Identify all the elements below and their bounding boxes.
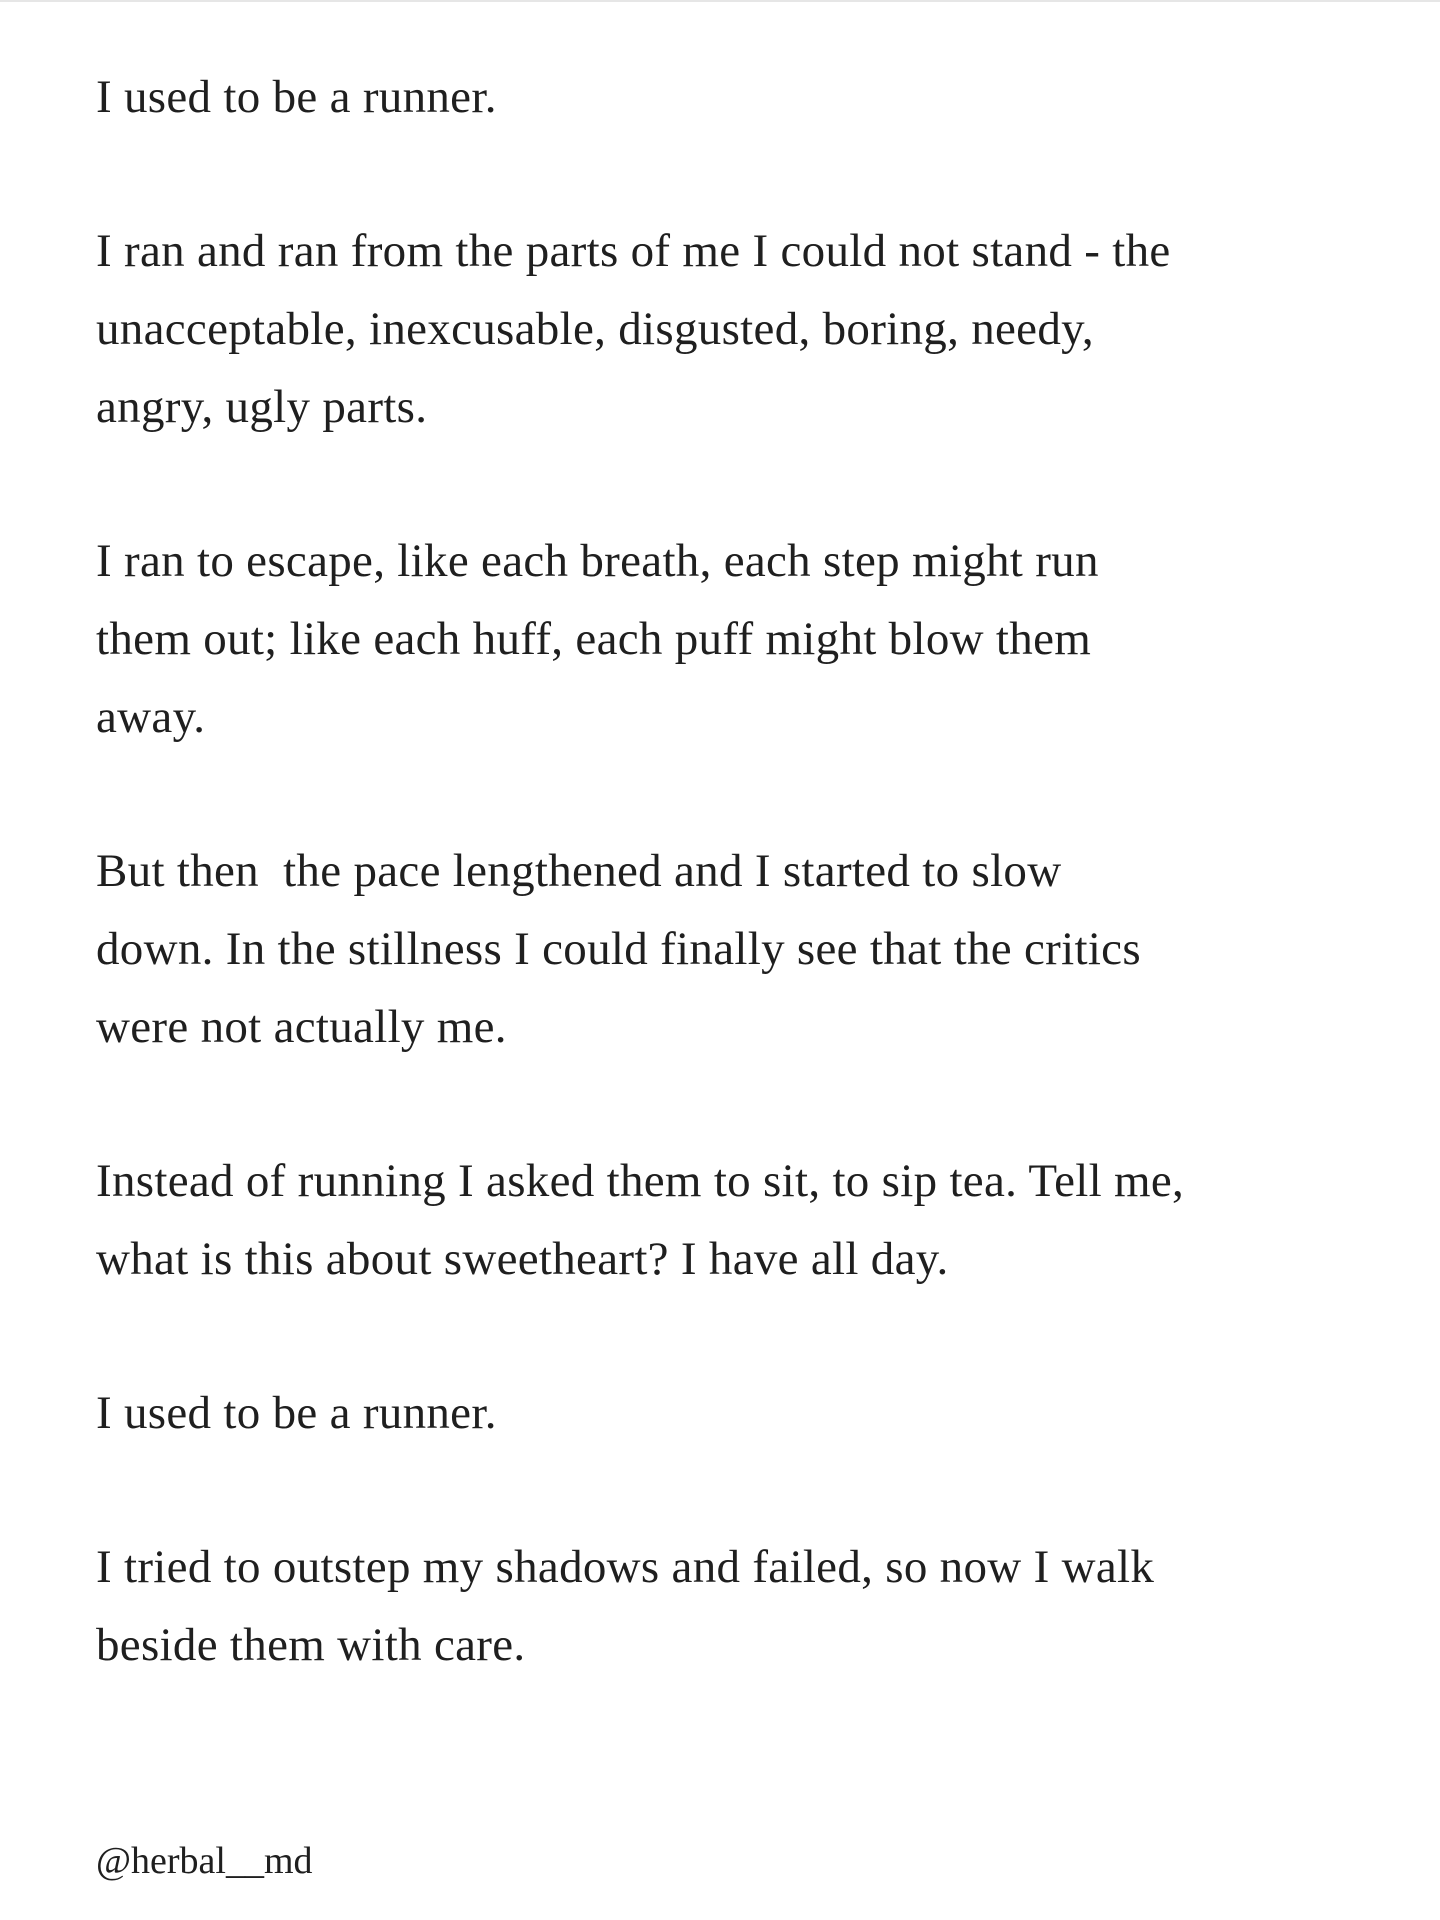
- stanza-line: I ran and ran from the parts of me I could not stand - the: [96, 225, 1171, 277]
- stanza-2: [96, 212, 1386, 446]
- stanza-6: [96, 1374, 1386, 1452]
- stanza-line: beside them with care.: [96, 1619, 526, 1671]
- stanza-line: But then the pace lengthened and I started to slow: [96, 845, 1062, 897]
- stanza-line: angry, ugly parts.: [96, 381, 428, 433]
- stanza-line: I tried to outstep my shadows and failed, so now I walk: [96, 1541, 1155, 1593]
- stanza-7: [96, 1528, 1386, 1684]
- stanza-5: [96, 1142, 1386, 1298]
- stanza-line: I ran to escape, like each breath, each step might run: [96, 535, 1099, 587]
- stanza-line: what is this about sweetheart? I have all day.: [96, 1233, 949, 1285]
- stanza-line: down. In the stillness I could finally see that the critics: [96, 923, 1141, 975]
- stanza-line: I used to be a runner.: [96, 71, 497, 123]
- stanza-line: away.: [96, 691, 206, 743]
- stanza-4: [96, 832, 1386, 1066]
- stanza-line: I used to be a runner.: [96, 1387, 497, 1439]
- top-divider: [0, 0, 1440, 2]
- stanza-line: Instead of running I asked them to sit, to sip tea. Tell me,: [96, 1155, 1185, 1207]
- stanza-1: [96, 58, 1386, 136]
- stanza-line: were not actually me.: [96, 1001, 507, 1053]
- stanza-line: unacceptable, inexcusable, disgusted, boring, needy,: [96, 303, 1094, 355]
- poem-body: [96, 58, 1386, 1760]
- stanza-line: them out; like each huff, each puff might blow them: [96, 613, 1092, 665]
- stanza-3: [96, 522, 1386, 756]
- author-handle: @herbal__md: [96, 1840, 313, 1882]
